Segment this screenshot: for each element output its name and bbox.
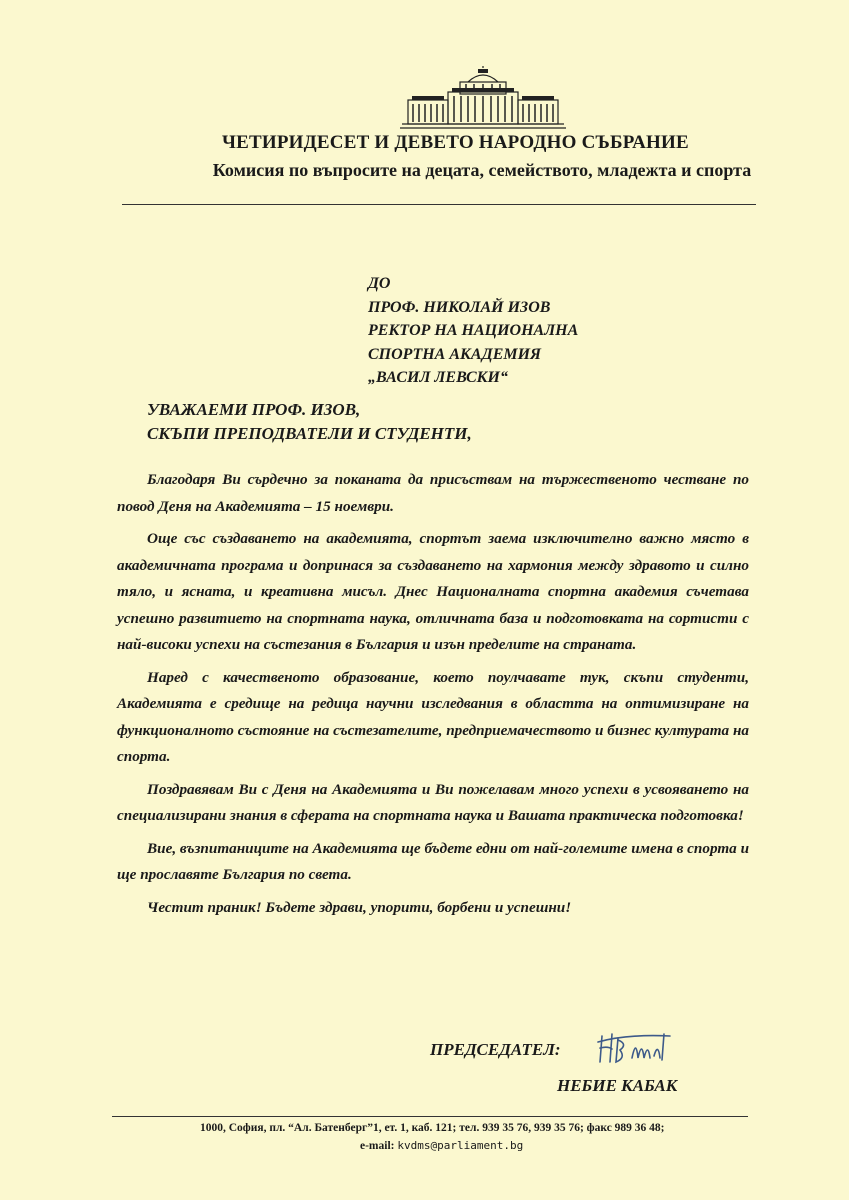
- email-link[interactable]: kvdms@parliament.bg: [397, 1139, 524, 1152]
- body-paragraph: Благодаря Ви сърдечно за поканата да присъствам на тържественото честване по повод Деня на Академията – 15 ноември.: [117, 471, 749, 515]
- footer-email: [360, 1139, 523, 1152]
- parliament-title: ЧЕТИРИДЕСЕТ И ДЕВЕТО НАРОДНО СЪБРАНИЕ: [222, 132, 689, 153]
- addressee-line: ДО: [368, 275, 391, 292]
- body-paragraph: Поздравявам Ви с Деня на Академията и Ви пожелавам много успехи в усвояването на специализирани знания в сферата на спортната наука и Вашата практическа подготовка!: [117, 780, 749, 824]
- addressee-line: „ВАСИЛ ЛЕВСКИ“: [368, 369, 508, 387]
- commission-subtitle: Комисия по въпросите на децата, семейството, младежта и спорта: [212, 160, 752, 180]
- addressee-block: [368, 272, 768, 390]
- footer-divider: [112, 1116, 748, 1117]
- addressee-line: СПОРТНА АКАДЕМИЯ: [368, 345, 542, 363]
- footer-address: 1000, София, пл. “Ал. Батенберг”1, ет. 1, каб. 121; тел. 939 35 76, 939 35 76; факс 989 36 48;: [200, 1122, 665, 1134]
- body-paragraph: Наред с качественото образование, което поулчавате тук, скъпи студенти, Академията е средище на редица научни изследвания в областта на оптимизиране на функционалното състояние на състезателите, предприемачеството и бизнес културата на спорта.: [117, 668, 749, 765]
- body-paragraph: Още със създаването на академията, спортът заема изключително важно място в академичната програма и допринася за създаването на хармония между здравото и силно тяло, и ясната, и креативна мисъл. Днес Националната спортна академия съчетава успешно развитието на спортната наука, отличната база и подготовката на сортисти с най-високи успехи на състезания в България и изън пределите на страната.: [117, 530, 749, 653]
- handwritten-signature: [596, 1028, 676, 1068]
- header-divider: [122, 204, 756, 205]
- chairperson-label: ПРЕДСЕДАТЕЛ:: [430, 1040, 561, 1059]
- greeting-line: СКЪПИ ПРЕПОДВАТЕЛИ И СТУДЕНТИ,: [147, 424, 472, 443]
- letter-body: [117, 467, 749, 927]
- parliament-building-icon: [398, 66, 568, 130]
- addressee-line: РЕКТОР НА НАЦИОНАЛНА: [368, 322, 579, 340]
- greeting-block: [147, 398, 647, 446]
- body-paragraph: Честит праник! Бъдете здрави, упорити, борбени и успешни!: [147, 898, 572, 916]
- addressee-line: ПРОФ. НИКОЛАЙ ИЗОВ: [368, 298, 551, 316]
- body-paragraph: Вие, възпитаниците на Академията ще бъдете едни от най-големите имена в спорта и ще прославяте България по света.: [117, 839, 750, 883]
- chairperson-name: НЕБИЕ КАБАК: [557, 1076, 678, 1095]
- email-label: e-mail:: [360, 1140, 395, 1152]
- greeting-line: УВАЖАЕМИ ПРОФ. ИЗОВ,: [147, 400, 361, 419]
